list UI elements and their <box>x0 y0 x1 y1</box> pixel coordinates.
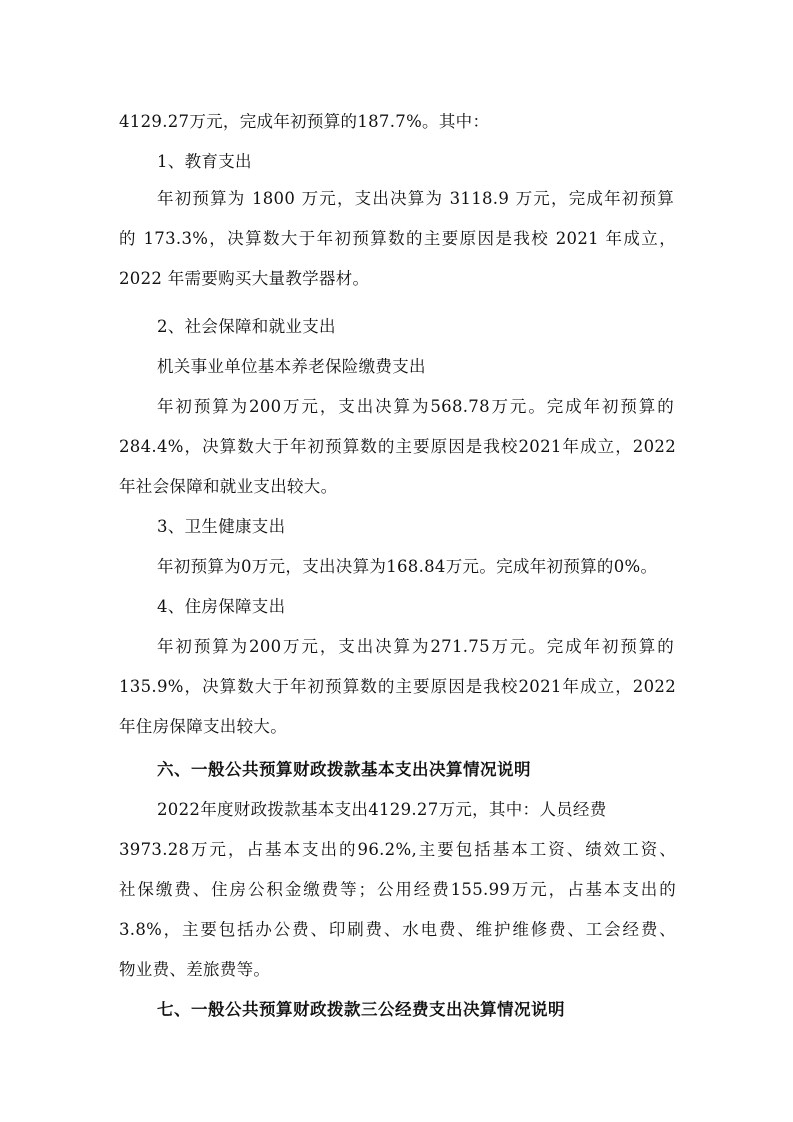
paragraph-line: 物业费、差旅费等。 <box>119 960 271 979</box>
paragraph-line: 年社会保障和就业支出较大。 <box>119 477 338 496</box>
paragraph-line: 年住房保障支出较大。 <box>119 717 287 736</box>
paragraph-line: 3.8%，主要包括办公费、印刷费、水电费、维护维修费、工会经费、 <box>119 920 676 939</box>
paragraph-line: 2022年度财政拨款基本支出4129.27万元，其中：人员经费 <box>157 800 607 819</box>
paragraph-line: 3973.28万元，占基本支出的96.2%,主要包括基本工资、绩效工资、 <box>119 840 676 859</box>
subheading-social-security: 2、社会保障和就业支出 <box>157 317 336 336</box>
paragraph-line: 284.4%，决算数大于年初预算数的主要原因是我校2021年成立，2022 <box>119 437 676 456</box>
paragraph-line: 机关事业单位基本养老保险缴费支出 <box>157 357 426 376</box>
paragraph-line: 135.9%，决算数大于年初预算数的主要原因是我校2021年成立，2022 <box>119 677 676 696</box>
paragraph-line: 社保缴费、住房公积金缴费等；公用经费155.99万元，占基本支出的 <box>119 880 676 899</box>
paragraph-line: 4129.27万元，完成年初预算的187.7%。其中： <box>119 112 490 131</box>
subheading-housing: 4、住房保障支出 <box>157 597 286 616</box>
subheading-education: 1、教育支出 <box>157 152 252 171</box>
section-heading-six: 六、一般公共预算财政拨款基本支出决算情况说明 <box>157 760 531 779</box>
subheading-health: 3、卫生健康支出 <box>157 517 286 536</box>
paragraph-line: 2022 年需要购买大量教学器材。 <box>119 269 370 288</box>
paragraph-line: 年初预算为0万元，支出决算为168.84万元。完成年初预算的0%。 <box>157 557 658 576</box>
paragraph-line: 年初预算为200万元，支出决算为568.78万元。完成年初预算的 <box>157 397 674 416</box>
paragraph-line: 年初预算为200万元，支出决算为271.75万元。完成年初预算的 <box>157 637 674 656</box>
section-heading-seven: 七、一般公共预算财政拨款三公经费支出决算情况说明 <box>157 1000 565 1019</box>
paragraph-line: 年初预算为 1800 万元，支出决算为 3118.9 万元，完成年初预算 <box>157 189 674 208</box>
paragraph-line: 的 173.3%，决算数大于年初预算数的主要原因是我校 2021 年成立， <box>119 229 676 248</box>
